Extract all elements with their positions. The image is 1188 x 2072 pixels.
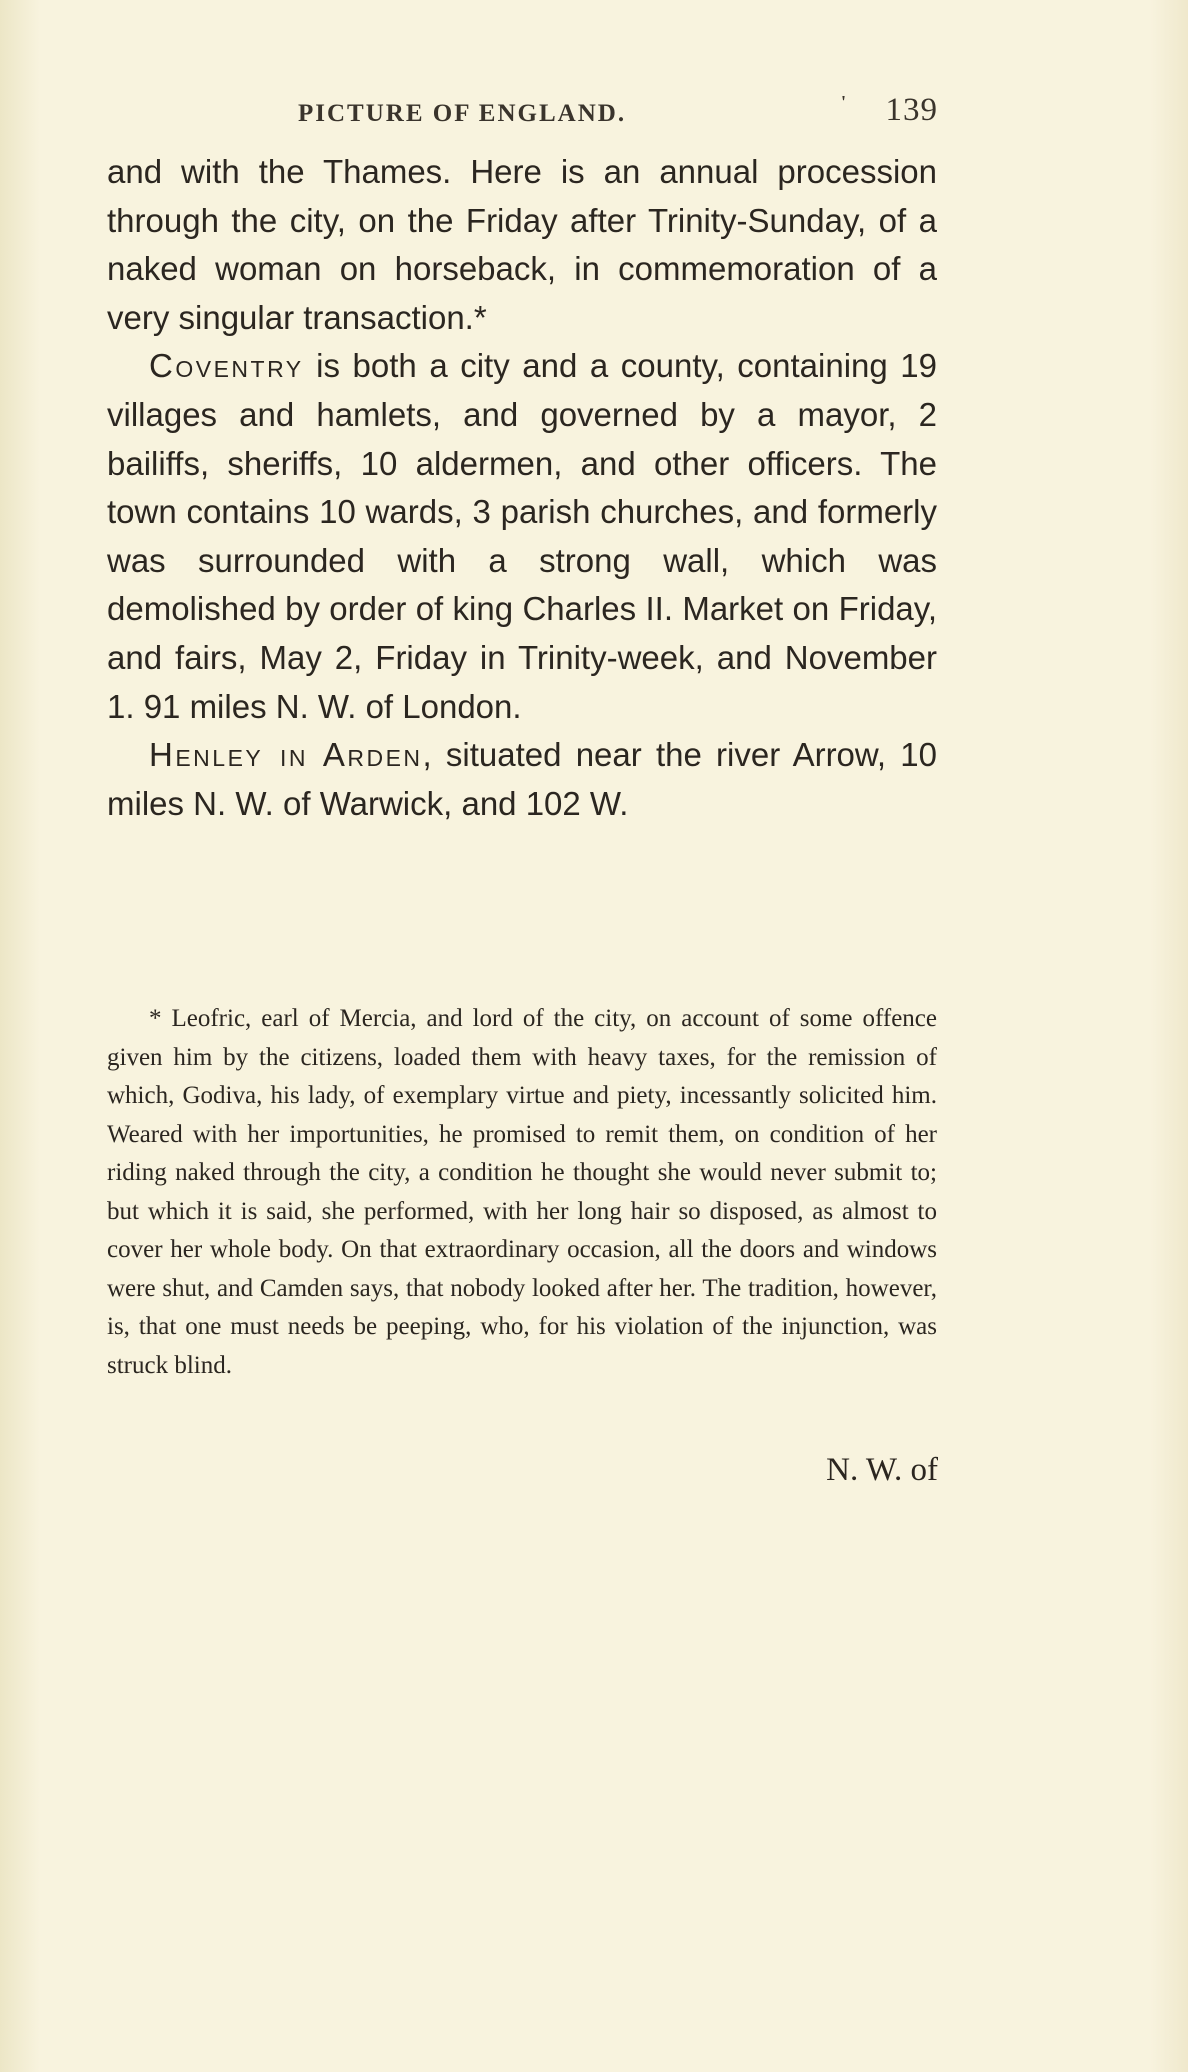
paragraph-henley [107, 731, 937, 828]
heading-coventry: Coventry [149, 347, 304, 385]
paragraph-coventry [107, 342, 937, 731]
page-number: 139 [885, 92, 938, 128]
main-text [107, 148, 937, 828]
tick-mark: ' [841, 92, 849, 112]
paragraph-thames [107, 148, 937, 342]
catchword: N. W. of [826, 1452, 938, 1488]
footnote-text: * Leofric, earl of Mercia, and lord of the city, on account of some offence given him by the citizens, loaded them with heavy taxes, for the remission of which, Godiva, his lady, of exemplary virtue and piety, incessantly solicited him. Weared with her importunities, he promised to remit them, on condition of her riding naked through the city, a condition he thought she would never submit to; but which it is said, she performed, with her long hair so disposed, as almost to cover her whole body. On that extraordinary occasion, all the doors and windows were shut, and Camden says, that nobody looked after her. The tradition, however, is, that one must needs be peeping, who, for his violation of the injunction, was struck blind. [107, 1005, 937, 1379]
paragraph-coventry-text: is both a city and a county, containing 19 villages and hamlets, and governed by a mayor, 2 bailiffs, sheriffs, 10 aldermen, and other officers. The town contains 10 wards, 3 parish churches, and formerly was surrounded with a strong wall, which was demolished by order of king Charles II. Market on Friday, and fairs, May 2, Friday in Trinity-week, and November 1. 91 miles N. W. of London. [107, 347, 937, 725]
heading-henley: Henley in Arden [149, 736, 423, 774]
running-title: PICTURE OF ENGLAND. [298, 100, 627, 127]
paragraph-thames-text: and with the Thames. Here is an annual procession through the city, on the Friday after Trinity-Sunday, of a naked woman on horseback, in commemoration of a very singular transaction.* [107, 153, 937, 336]
footnote [107, 1000, 937, 1385]
running-head [298, 92, 938, 132]
paragraph-henley-text: , situated near the river Arrow, 10 miles N. W. of Warwick, and 102 W. [107, 736, 937, 822]
